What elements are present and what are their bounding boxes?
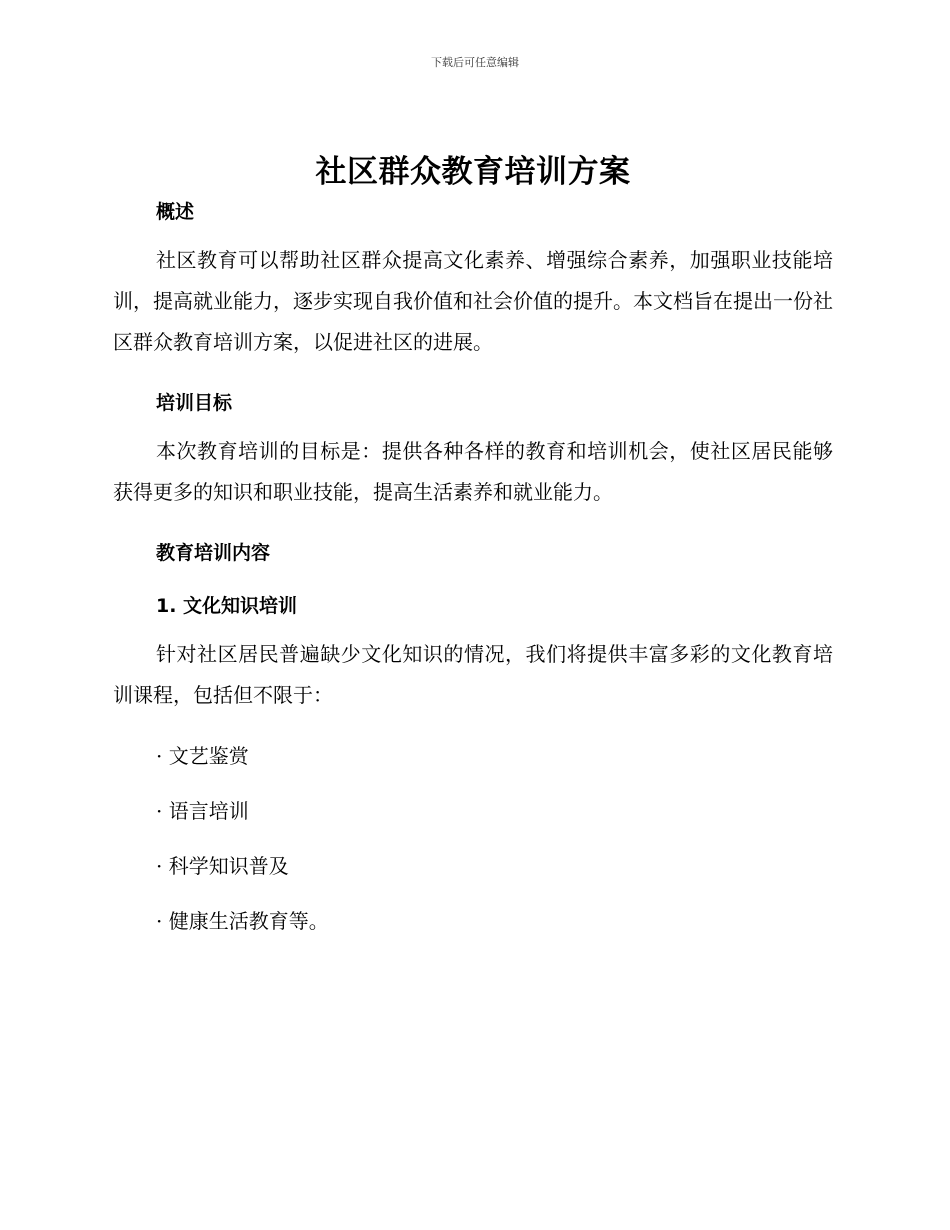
document-body xyxy=(113,150,833,936)
list-item: · 健康生活教育等。 xyxy=(156,909,329,933)
culture-training-paragraph: 针对社区居民普遍缺少文化知识的情况，我们将提供丰富多彩的文化教育培训课程，包括但不限于： xyxy=(113,642,833,707)
culture-training-heading: 1. 文化知识培训 xyxy=(156,595,298,617)
header-note: 下载后可任意编辑 xyxy=(431,56,519,69)
overview-heading: 概述 xyxy=(156,201,195,223)
list-item: · 文艺鉴赏 xyxy=(156,744,249,768)
goal-heading: 培训目标 xyxy=(156,392,233,414)
list-item: · 科学知识普及 xyxy=(156,854,289,878)
content-heading: 教育培训内容 xyxy=(156,542,271,564)
document-title: 社区群众教育培训方案 xyxy=(315,154,631,190)
list-item: · 语言培训 xyxy=(156,799,249,823)
goal-paragraph: 本次教育培训的目标是：提供各种各样的教育和培训机会，使社区居民能够获得更多的知识和职业技能，提高生活素养和就业能力。 xyxy=(113,439,833,504)
overview-paragraph: 社区教育可以帮助社区群众提高文化素养、增强综合素养，加强职业技能培训，提高就业能力，逐步实现自我价值和社会价值的提升。本文档旨在提出一份社区群众教育培训方案，以促进社区的进展。 xyxy=(113,248,833,354)
